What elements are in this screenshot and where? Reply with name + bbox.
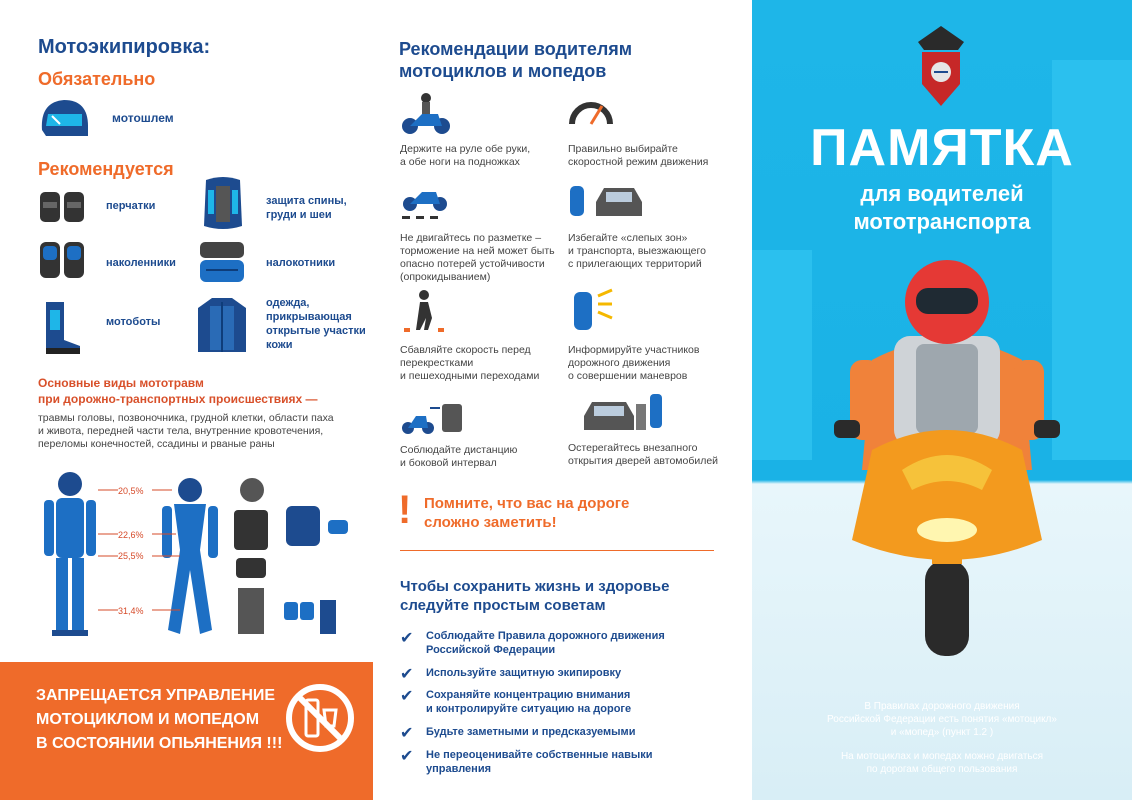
tip-text: Сохраняйте концентрацию внимания и контролируйте ситуацию на дороге <box>426 689 632 715</box>
elbow-pads-icon <box>198 240 248 284</box>
memo-title: ПАМЯТКА <box>810 119 1074 177</box>
injuries-text: травмы головы, позвоночника, грудной клетки, области паха и живота, передней части тела, внутренние кровотечения, переломы конечностей, ссадины и рваные раны <box>38 412 334 450</box>
injuries-title: Основные виды мототравм при дорожно-транспортных происшествиях — <box>38 376 318 406</box>
speedometer-icon <box>568 92 614 128</box>
elbow-pads-label: налокотники <box>266 257 336 269</box>
rec-text: Сбавляйте скорость перед перекрестками и пешеходными переходами <box>400 344 540 382</box>
injury-figures-illustration <box>30 470 360 640</box>
percent-label: 20,5% <box>118 486 144 496</box>
roads-note: На мотоциклах и мопедах можно двигаться по дорогам общего пользования <box>840 751 1044 775</box>
recommendations-title: Рекомендации водителям мотоциклов и мопедов <box>399 39 633 81</box>
tip-text: Будьте заметными и предсказуемыми <box>426 726 636 738</box>
equipment-title: Мотоэкипировка: <box>38 36 211 58</box>
car-door-icon <box>582 390 666 436</box>
exclamation-icon: ! <box>398 488 412 532</box>
boots-label: мотоботы <box>106 316 161 328</box>
road-marking-icon <box>400 176 452 220</box>
motorcyclist-illustration <box>832 240 1062 660</box>
jacket-icon <box>196 296 248 356</box>
rec-text: Информируйте участников дорожного движения о совершении маневров <box>568 344 700 382</box>
check-icon: ✔ <box>400 630 414 647</box>
cover-panel <box>752 0 1132 800</box>
gloves-icon <box>38 186 88 226</box>
percent-label: 22,6% <box>118 530 144 540</box>
boots-icon <box>40 300 84 356</box>
check-icon: ✔ <box>400 725 414 742</box>
percent-label: 25,5% <box>118 551 144 561</box>
check-icon: ✔ <box>400 748 414 765</box>
divider <box>400 550 714 551</box>
rec-text: Избегайте «слепых зон» и транспорта, выезжающего с прилегающих территорий <box>568 232 706 270</box>
motorcyclist-icon <box>400 92 452 136</box>
building-shape <box>752 250 812 460</box>
rec-text: Соблюдайте дистанцию и боковой интервал <box>400 444 518 469</box>
rec-text: Держите на руле обе руки, а обе ноги на подножках <box>400 143 531 168</box>
back-protector-label: защита спины, груди и шеи <box>266 195 347 221</box>
banner-text: ЗАПРЕЩАЕТСЯ УПРАВЛЕНИЕ МОТОЦИКЛОМ И МОПЕДОМ В СОСТОЯНИИ ОПЬЯНЕНИЯ !!! <box>36 687 283 752</box>
recommended-title: Рекомендуется <box>38 159 174 179</box>
tips-title: Чтобы сохранить жизнь и здоровье следуйте простым советам <box>400 578 670 614</box>
rec-text: Правильно выбирайте скоростной режим движения <box>568 143 709 168</box>
clothing-label: одежда, прикрывающая открытые участки кожи <box>266 297 366 351</box>
warning-text: Помните, что вас на дороге сложно заметить! <box>424 495 630 531</box>
distance-icon <box>400 398 464 438</box>
helmet-label: мотошлем <box>112 111 174 125</box>
mandatory-title: Обязательно <box>38 69 156 89</box>
no-drunk-driving-banner <box>0 662 373 800</box>
rec-text: Остерегайтесь внезапного открытия дверей автомобилей <box>568 442 719 467</box>
no-alcohol-icon <box>284 682 356 754</box>
knee-pads-label: наколенники <box>106 257 176 269</box>
middle-panel <box>378 0 752 800</box>
rules-note: В Правилах дорожного движения Российской Федерации есть понятия «мотоцикл» и «мопед» (пункт 1.2 ) <box>827 701 1057 738</box>
gloves-label: перчатки <box>106 200 156 212</box>
check-icon: ✔ <box>400 666 414 683</box>
tips-list <box>400 628 730 788</box>
knee-pads-icon <box>38 240 88 282</box>
memo-subtitle: для водителей мототранспорта <box>853 181 1031 234</box>
percent-label: 31,4% <box>118 606 144 616</box>
turn-signal-icon <box>568 288 614 332</box>
blind-spot-icon <box>568 182 648 222</box>
tip-text: Соблюдайте Правила дорожного движения Российской Федерации <box>426 630 665 656</box>
police-emblem-icon <box>912 22 970 110</box>
left-panel <box>0 0 378 800</box>
rec-text: Не двигайтесь по разметке – торможение на ней может быть опасно потерей устойчивости (опрокидыванием) <box>400 232 555 283</box>
back-protector-icon <box>198 176 248 232</box>
pedestrian-crossing-icon <box>402 290 446 334</box>
check-icon: ✔ <box>400 688 414 705</box>
helmet-icon <box>38 96 90 140</box>
tip-text: Не переоценивайте собственные навыки управления <box>426 749 653 775</box>
tip-text: Используйте защитную экипировку <box>426 667 622 679</box>
